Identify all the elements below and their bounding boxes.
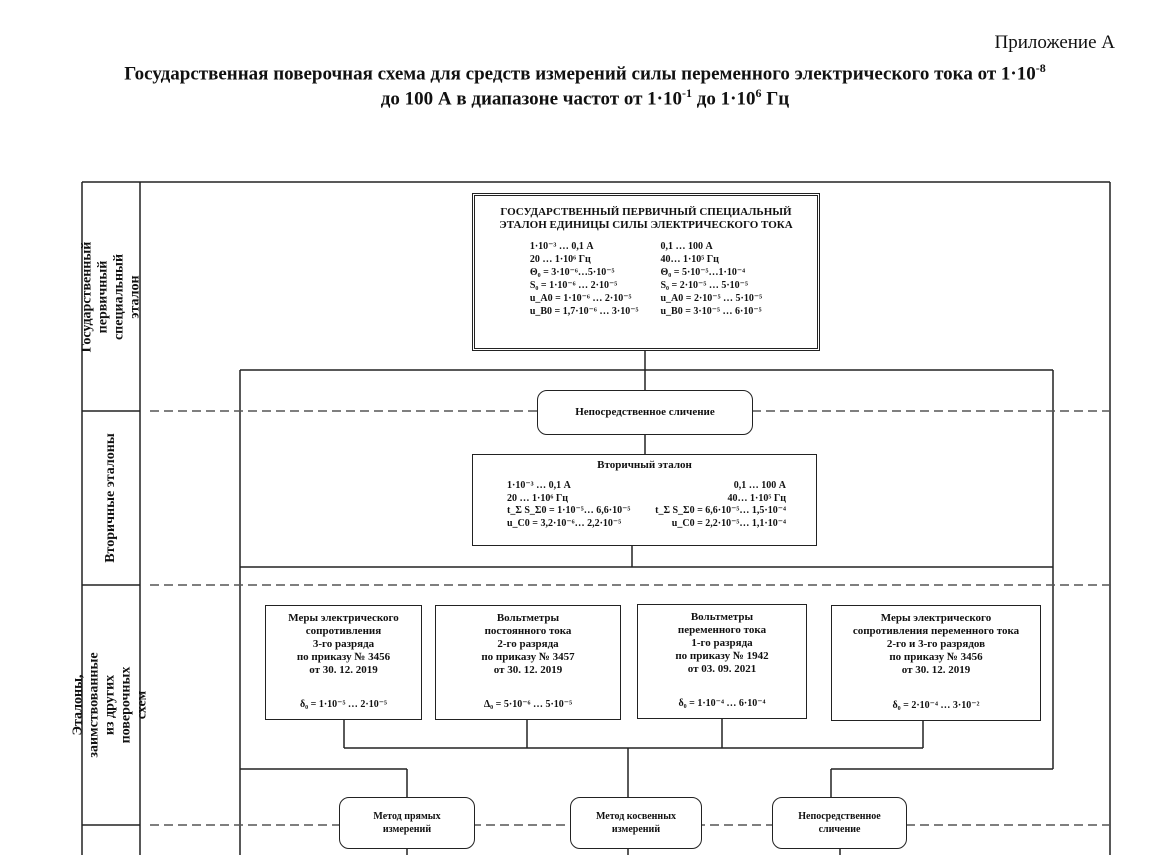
secondary-standard-title: Вторичный эталон xyxy=(597,459,692,471)
secondary-standard-value: t_Σ S_Σ0 = 1·10⁻⁵… 6,6·10⁻⁵ xyxy=(507,505,631,516)
side-label-primary: Государственный первичный специальный эталон xyxy=(79,241,142,353)
primary-standard-value: 0,1 … 100 А xyxy=(660,241,713,252)
primary-standard-box xyxy=(472,193,820,351)
primary-standard-value: Θ₀ = 3·10⁻⁶…5·10⁻⁵ xyxy=(529,267,615,278)
borrowed-box-dc-voltmeters xyxy=(435,605,621,720)
appendix-label: Приложение А xyxy=(994,32,1115,53)
borrowed-box-resistance xyxy=(265,605,422,720)
borrowed-box-line: по приказу № 3456 xyxy=(889,651,983,663)
borrowed-box-ac-resistance xyxy=(831,605,1041,721)
borrowed-box-line: Вольтметры xyxy=(496,612,560,624)
borrowed-box-line: сопротивления переменного тока xyxy=(852,625,1020,637)
borrowed-box-line: от 30. 12. 2019 xyxy=(493,664,563,676)
primary-standard-value: Θ₀ = 5·10⁻⁵…1·10⁻⁴ xyxy=(660,267,746,278)
secondary-standard-value: u_C0 = 2,2·10⁻⁵… 1,1·10⁻⁴ xyxy=(671,517,786,529)
borrowed-box-line: Вольтметры xyxy=(690,611,754,623)
secondary-standard-value: u_C0 = 3,2·10⁻⁶… 2,2·10⁻⁵ xyxy=(507,517,622,529)
method-direct-box: Метод прямых измерений xyxy=(339,797,475,849)
primary-standard-values xyxy=(475,240,817,318)
borrowed-box-accuracy: δ₀ = 1·10⁻⁴ … 6·10⁻⁴ xyxy=(678,698,766,709)
borrowed-box-line: сопротивления xyxy=(305,625,382,637)
side-label-borrowed: Эталоны, заимствованные из других поверочных схем xyxy=(71,652,151,758)
side-label-secondary: Вторичные эталоны xyxy=(103,433,118,563)
primary-standard-value: 20 … 1·10⁶ Гц xyxy=(529,254,591,265)
borrowed-box-line: от 30. 12. 2019 xyxy=(309,664,378,676)
primary-standard-value: u_A0 = 2·10⁻⁵ … 5·10⁻⁵ xyxy=(660,293,763,304)
secondary-standard-value: 1·10⁻³ … 0,1 А xyxy=(507,480,571,491)
borrowed-box-line: 1-го разряда xyxy=(691,637,753,649)
method-indirect-box: Метод косвенных измерений xyxy=(570,797,702,849)
borrowed-box-ac-voltmeters xyxy=(637,604,807,719)
borrowed-box-line: 2-го разряда xyxy=(497,638,559,650)
borrowed-box-accuracy: δ₀ = 1·10⁻⁵ … 2·10⁻⁵ xyxy=(299,699,388,710)
primary-standard-value: S₀ = 2·10⁻⁵ … 5·10⁻⁵ xyxy=(660,280,748,291)
borrowed-box-line: от 03. 09. 2021 xyxy=(687,663,757,675)
borrowed-box-line: по приказу № 1942 xyxy=(675,650,769,662)
secondary-standard-left xyxy=(507,480,630,530)
borrowed-box-line: по приказу № 3456 xyxy=(296,651,391,663)
borrowed-box-description xyxy=(436,612,620,677)
primary-standard-right xyxy=(660,240,762,318)
primary-standard-left xyxy=(530,240,639,318)
borrowed-box-line: 3-го разряда xyxy=(312,638,375,650)
primary-standard-value: u_B0 = 3·10⁻⁵ … 6·10⁻⁵ xyxy=(660,306,762,317)
primary-standard-value: u_A0 = 1·10⁻⁶ … 2·10⁻⁵ xyxy=(529,293,632,304)
secondary-standard-values xyxy=(473,472,816,530)
secondary-standard-value: t_Σ S_Σ0 = 6,6·10⁻⁵… 1,5·10⁻⁴ xyxy=(655,505,786,516)
secondary-standard-value: 0,1 … 100 А xyxy=(733,480,786,491)
borrowed-box-line: переменного тока xyxy=(677,624,767,636)
secondary-standard-value: 20 … 1·10⁶ Гц xyxy=(507,492,568,504)
method-comparison-box: Непосредственное сличение xyxy=(772,797,907,849)
borrowed-box-line: Меры электрического xyxy=(880,612,992,624)
primary-standard-value: S₀ = 1·10⁻⁶ … 2·10⁻⁵ xyxy=(529,280,618,291)
borrowed-box-line: 2-го и 3-го разрядов xyxy=(886,638,986,650)
title-line-1: Государственная поверочная схема для средств измерений силы переменного электрического тока от $1\cdot 10^{-8}$ xyxy=(124,61,1046,85)
secondary-standard-value: 40… 1·10⁵ Гц xyxy=(727,492,786,504)
borrowed-box-description xyxy=(638,611,806,676)
secondary-standard-right xyxy=(655,480,786,530)
borrowed-box-accuracy: δ₀ = 2·10⁻⁴ … 3·10⁻² xyxy=(892,700,980,711)
borrowed-box-accuracy: Δ₀ = 5·10⁻⁶ … 5·10⁻⁵ xyxy=(483,699,573,710)
borrowed-box-description xyxy=(266,612,421,677)
comparison-box-1: Непосредственное сличение xyxy=(537,390,753,435)
primary-standard-value: 40… 1·10⁵ Гц xyxy=(660,254,719,265)
borrowed-box-line: Меры электрического xyxy=(288,612,399,624)
primary-standard-value: 1·10⁻³ … 0,1 А xyxy=(529,241,594,252)
secondary-standard-box xyxy=(472,454,817,546)
borrowed-box-line: по приказу № 3457 xyxy=(481,651,575,663)
primary-standard-title: ГОСУДАРСТВЕННЫЙ ПЕРВИЧНЫЙ СПЕЦИАЛЬНЫЙ ЭТАЛОН ЕДИНИЦЫ СИЛЫ ЭЛЕКТРИЧЕСКОГО ТОКА xyxy=(499,206,793,231)
borrowed-box-description xyxy=(832,612,1040,677)
borrowed-box-line: от 30. 12. 2019 xyxy=(901,664,971,676)
primary-standard-value: u_B0 = 1,7·10⁻⁶ … 3·10⁻⁵ xyxy=(529,306,639,317)
title-line-2: до 100 А в диапазоне частот от $1\cdot 10^{-1}$ до $1\cdot 10^6$ Гц xyxy=(380,86,790,110)
borrowed-box-line: постоянного тока xyxy=(484,625,572,637)
